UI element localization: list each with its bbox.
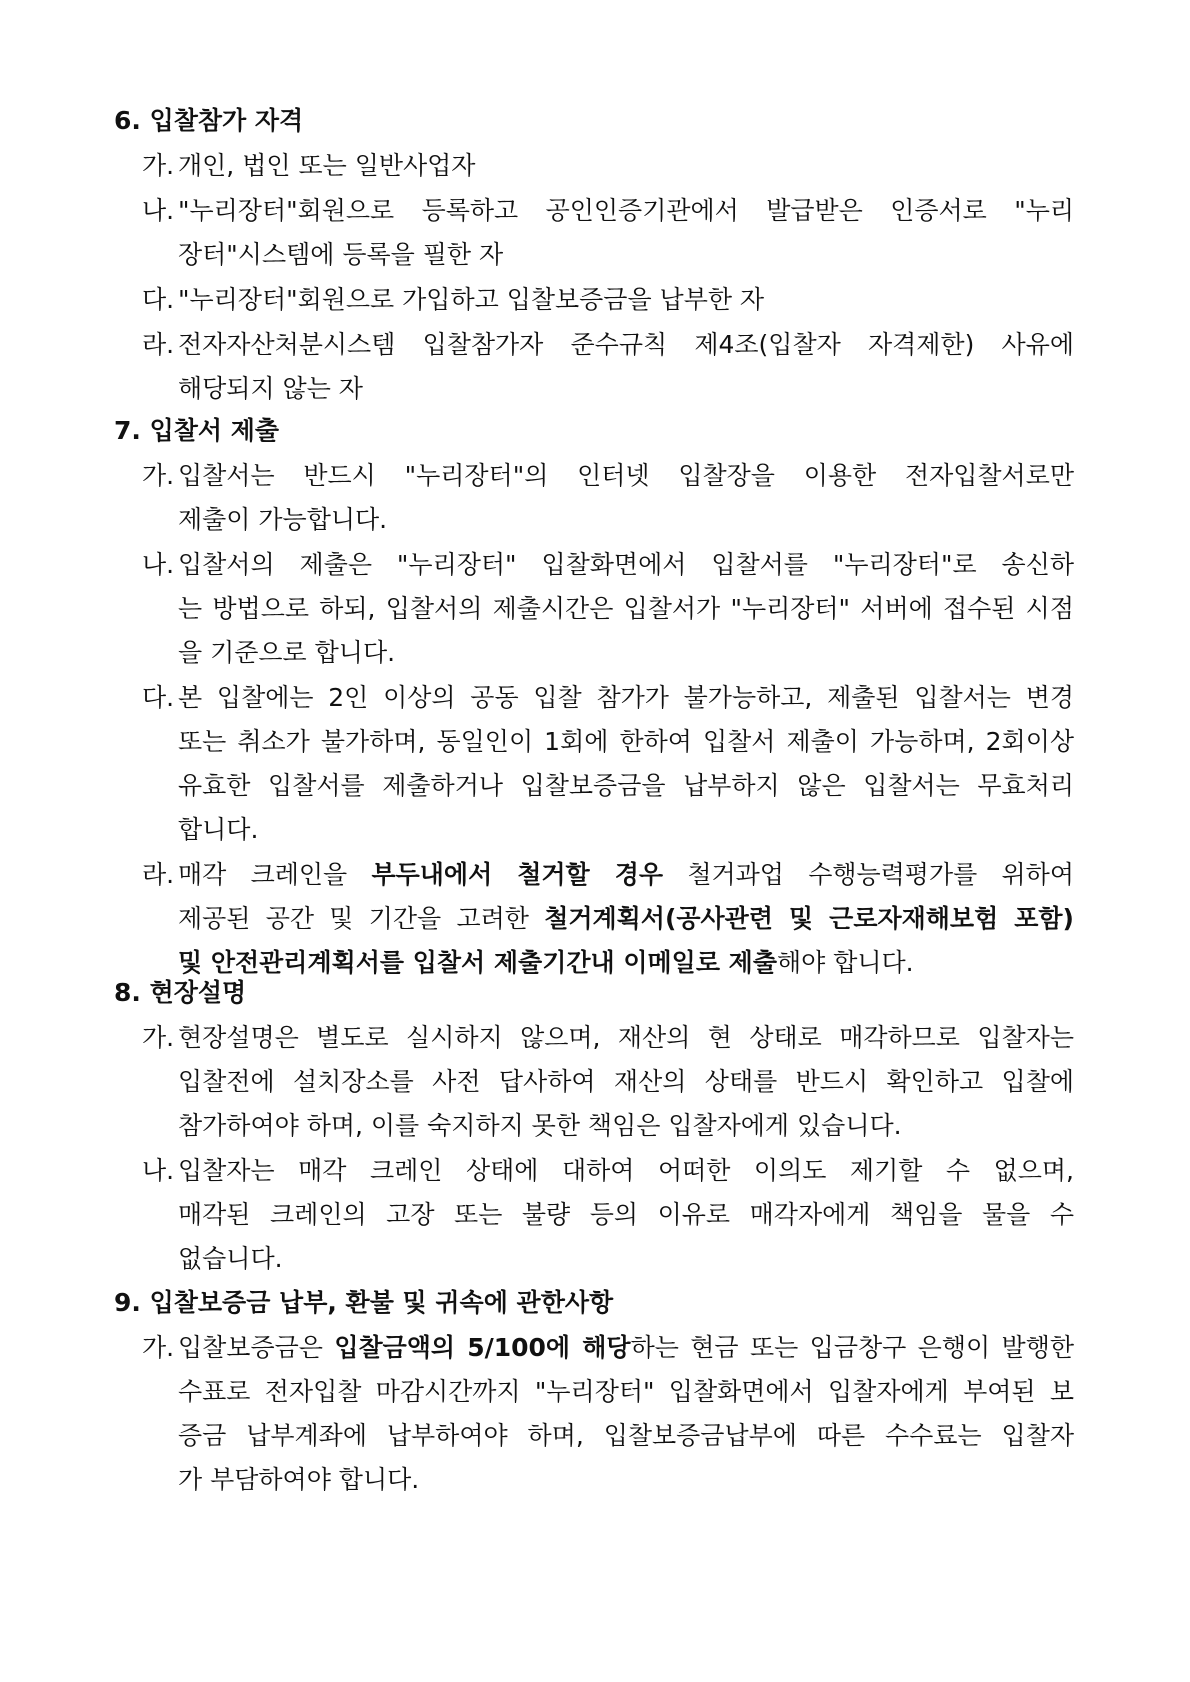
item-text-line: 또는 취소가 불가하며, 동일인이 1회에 한하여 입찰서 제출이 가능하며, 2회이상 <box>178 727 1074 756</box>
item-text-line: 는 방법으로 하되, 입찰서의 제출시간은 입찰서가 "누리장터" 서버에 접수된 시점 <box>178 594 1074 623</box>
section-heading: 9. 입찰보증금 납부, 환불 및 귀속에 관한사항 <box>114 1288 614 1317</box>
item-text-line: 해당되지 않는 자 <box>178 374 363 403</box>
item-marker: 가. <box>142 1023 175 1052</box>
item-text-line: 입찰서의 제출은 "누리장터" 입찰화면에서 입찰서를 "누리장터"로 송신하 <box>178 550 1074 579</box>
item-text-line: 제출이 가능합니다. <box>178 505 388 534</box>
item-text-line: 없습니다. <box>178 1244 283 1273</box>
list-item <box>114 543 1074 675</box>
item-marker: 가. <box>142 461 175 490</box>
item-marker: 라. <box>142 860 175 889</box>
section-8 <box>114 976 1074 1281</box>
list-item <box>114 454 1074 542</box>
list-item <box>114 1149 1074 1281</box>
item-marker: 다. <box>142 285 175 314</box>
item-marker: 나. <box>142 196 175 225</box>
list-item <box>114 1016 1074 1148</box>
list-item <box>114 1326 1074 1502</box>
list-item <box>114 189 1074 277</box>
list-item <box>114 144 1074 188</box>
list-item <box>114 853 1074 985</box>
section-heading: 7. 입찰서 제출 <box>114 416 280 445</box>
item-text-bold: 입찰금액의 5/100에 해당 <box>334 1333 631 1362</box>
item-text-line: 수표로 전자입찰 마감시간까지 "누리장터" 입찰화면에서 입찰자에게 부여된 보 <box>178 1377 1074 1406</box>
item-marker: 다. <box>142 683 175 712</box>
section-heading: 8. 현장설명 <box>114 978 247 1007</box>
item-text-plain: 매각 크레인을 <box>178 860 372 889</box>
list-item <box>114 278 1074 322</box>
item-text-line: 본 입찰에는 2인 이상의 공동 입찰 참가가 불가능하고, 제출된 입찰서는 변경 <box>178 683 1074 712</box>
item-text-line: 매각된 크레인의 고장 또는 불량 등의 이유로 매각자에게 책임을 물을 수 <box>178 1200 1074 1229</box>
item-text-line <box>178 1326 1074 1370</box>
item-text-plain: 제공된 공간 및 기간을 고려한 <box>178 904 545 933</box>
item-text-line: 전자자산처분시스템 입찰참가자 준수규칙 제4조(입찰자 자격제한) 사유에 <box>178 330 1074 359</box>
item-text-line: 가 부담하여야 합니다. <box>178 1465 420 1494</box>
item-text-line <box>178 853 1074 897</box>
item-marker: 나. <box>142 1156 175 1185</box>
item-text-plain: 하는 현금 또는 입금창구 은행이 발행한 <box>630 1333 1074 1362</box>
item-marker: 가. <box>142 1333 175 1362</box>
item-text-line: "누리장터"회원으로 등록하고 공인인증기관에서 발급받은 인증서로 "누리 <box>178 196 1074 225</box>
item-text-line: 유효한 입찰서를 제출하거나 입찰보증금을 납부하지 않은 입찰서는 무효처리 <box>178 771 1074 800</box>
item-marker: 가. <box>142 151 175 180</box>
item-text-line: 입찰전에 설치장소를 사전 답사하여 재산의 상태를 반드시 확인하고 입찰에 <box>178 1067 1074 1096</box>
item-text-line <box>178 897 1074 941</box>
item-text-plain: 해야 합니다. <box>776 948 914 977</box>
item-text-bold: 철거계획서(공사관련 및 근로자재해보험 포함) <box>544 904 1074 933</box>
section-heading: 6. 입찰참가 자격 <box>114 106 304 135</box>
item-text-line: 참가하여야 하며, 이를 숙지하지 못한 책임은 입찰자에게 있습니다. <box>178 1111 902 1140</box>
item-text: 개인, 법인 또는 일반사업자 <box>178 151 476 180</box>
item-text-line: 입찰자는 매각 크레인 상태에 대하여 어떠한 이의도 제기할 수 없으며, <box>178 1156 1074 1185</box>
section-9 <box>114 1286 1074 1502</box>
item-text-bold: 부두내에서 철거할 경우 <box>371 860 664 889</box>
item-text: "누리장터"회원으로 가입하고 입찰보증금을 납부한 자 <box>178 285 765 314</box>
item-text-plain: 입찰보증금은 <box>178 1333 335 1362</box>
list-item <box>114 676 1074 852</box>
item-text-line: 입찰서는 반드시 "누리장터"의 인터넷 입찰장을 이용한 전자입찰서로만 <box>178 461 1074 490</box>
list-item <box>114 323 1074 411</box>
item-text-line: 장터"시스템에 등록을 필한 자 <box>178 240 504 269</box>
item-text-bold: 및 안전관리계획서를 입찰서 제출기간내 이메일로 제출 <box>178 948 777 977</box>
item-marker: 나. <box>142 550 175 579</box>
item-text-line: 현장설명은 별도로 실시하지 않으며, 재산의 현 상태로 매각하므로 입찰자는 <box>178 1023 1074 1052</box>
item-text-plain: 철거과업 수행능력평가를 위하여 <box>663 860 1074 889</box>
item-marker: 라. <box>142 330 175 359</box>
section-7 <box>114 414 1074 985</box>
item-text-line: 증금 납부계좌에 납부하여야 하며, 입찰보증금납부에 따른 수수료는 입찰자 <box>178 1421 1074 1450</box>
item-text-line: 을 기준으로 합니다. <box>178 638 396 667</box>
section-6 <box>114 104 1074 411</box>
item-text-line: 합니다. <box>178 815 259 844</box>
